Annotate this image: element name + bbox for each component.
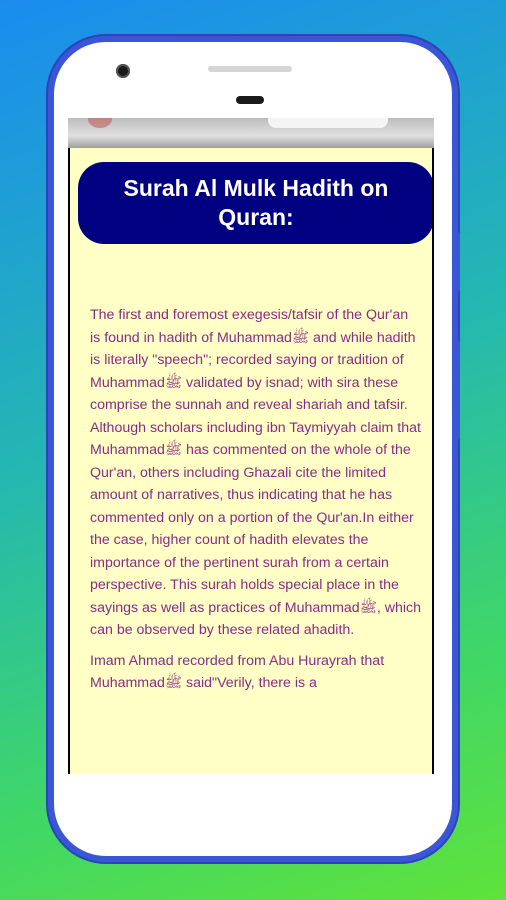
toolbar-decoration <box>268 118 388 128</box>
volume-button <box>455 340 460 440</box>
scroll-content[interactable] <box>70 148 432 774</box>
toolbar-decoration <box>88 118 112 128</box>
proximity-sensor <box>236 96 264 104</box>
earpiece-speaker <box>208 66 292 72</box>
power-button <box>455 232 460 292</box>
page-title: Surah Al Mulk Hadith on Quran: <box>123 175 389 230</box>
article-body <box>90 304 422 703</box>
phone-frame <box>48 36 458 862</box>
app-top-bar <box>68 118 434 148</box>
paragraph: The first and foremost exegesis/tafsir of the Qur'an is found in hadith of Muhammadﷺ and while hadith is literally "speech"; recorded saying or tradition of Muhammadﷺ validated by isnad; with sira these comprise the sunnah and reveal shariah and tafsir. Although scholars including ibn Taymiyyah claim that Muhammadﷺ has commented on the whole of the Qur'an, others including Ghazali cite the limited amount of narratives, thus indicating that he has commented only on a portion of the Qur'an.In either the case, higher count of hadith elevates the importance of the pertinent surah from a certain perspective. This surah holds special place in the sayings as well as practices of Muhammadﷺ, which can be observed by these related ahadith. <box>90 307 421 638</box>
title-banner <box>78 162 432 244</box>
screen <box>68 118 434 774</box>
paragraph: Imam Ahmad recorded from Abu Hurayrah that Muhammadﷺ said"Verily, there is a <box>90 652 385 691</box>
front-camera <box>116 64 130 78</box>
